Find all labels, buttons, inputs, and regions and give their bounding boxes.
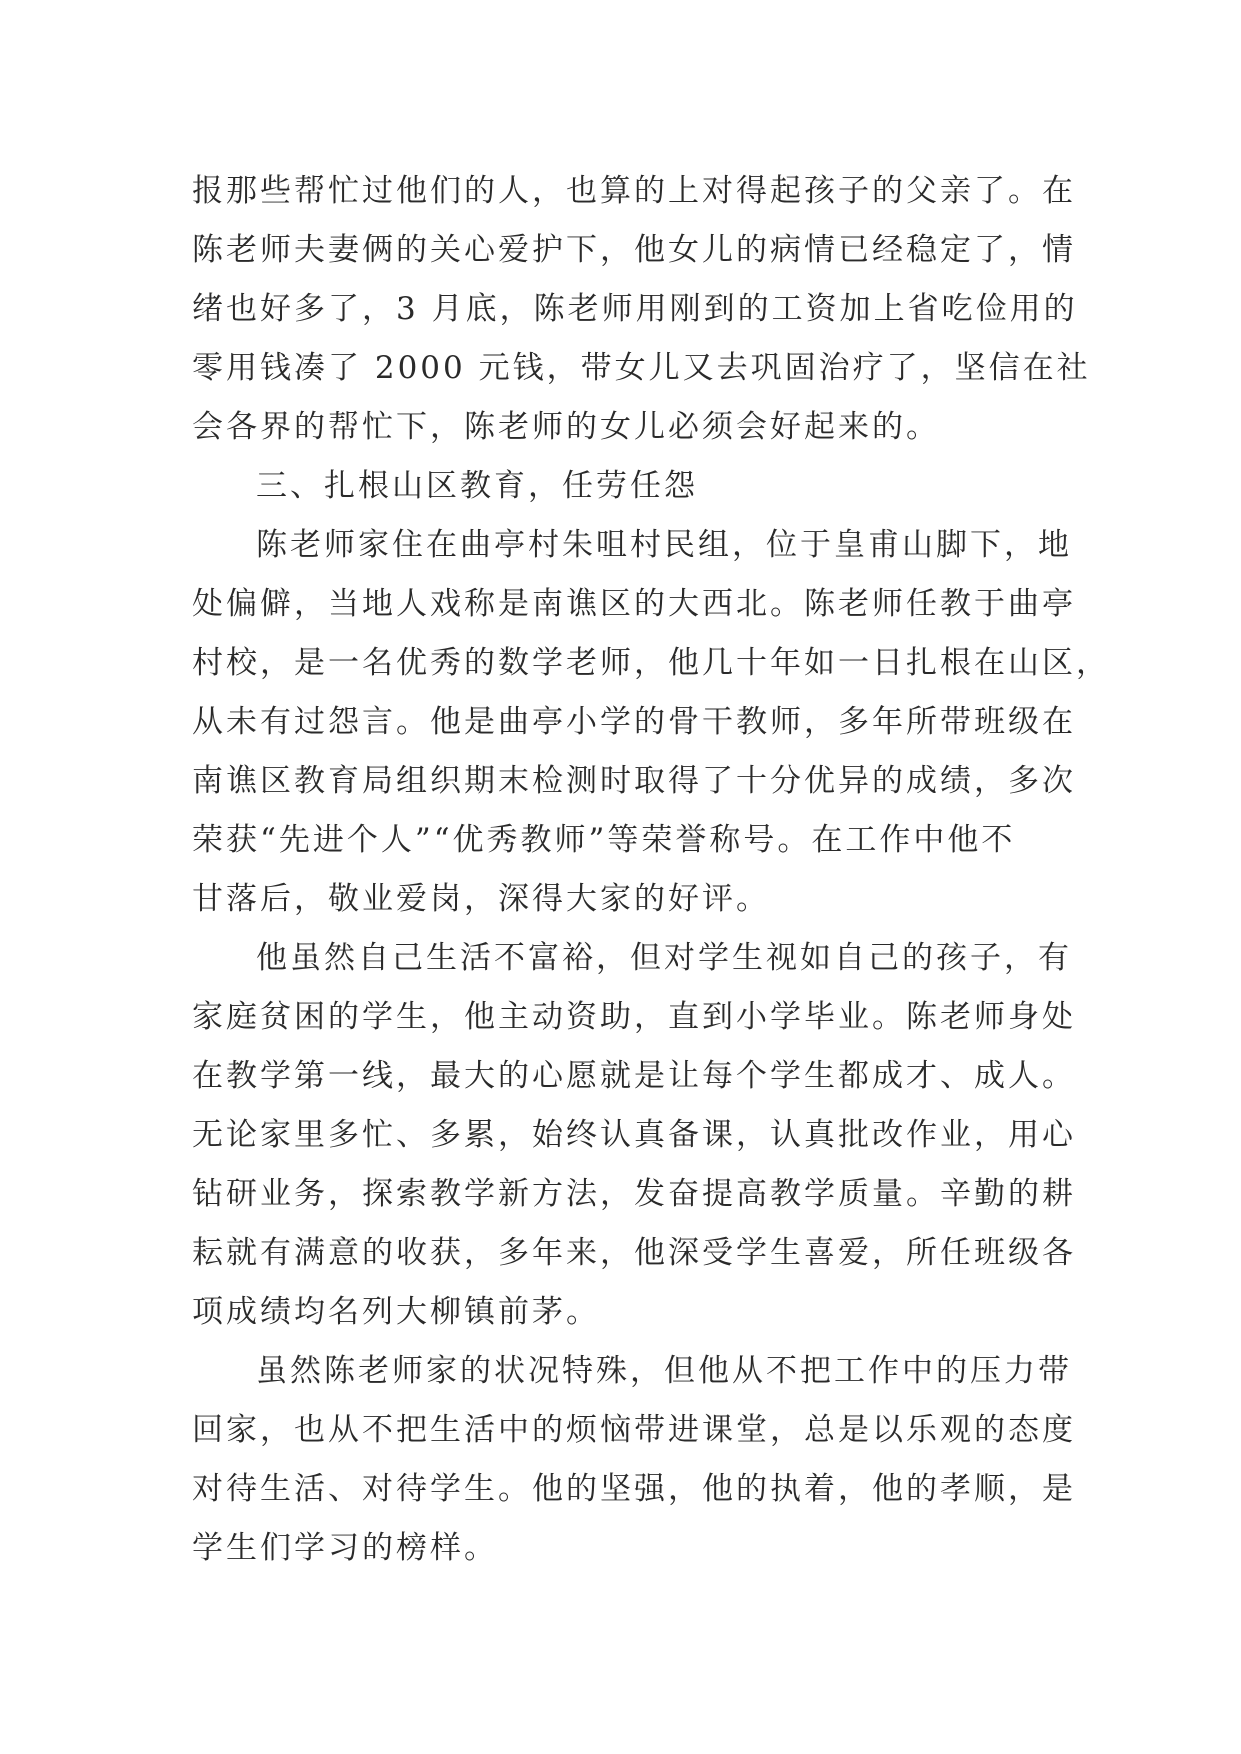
text-line: 荣获“先进个人”“优秀教师”等荣誉称号。在工作中他不 xyxy=(192,822,1016,858)
text-line: 会各界的帮忙下，陈老师的女儿必须会好起来的。 xyxy=(192,409,940,445)
text-line: 甘落后，敬业爱岗，深得大家的好评。 xyxy=(192,881,770,917)
text-line: 报那些帮忙过他们的人，也算的上对得起孩子的父亲了。在 xyxy=(192,173,1076,209)
paragraph-first-line: 他虽然自己生活不富裕，但对学生视如自己的孩子，有 xyxy=(256,940,1072,976)
text-line: 在教学第一线，最大的心愿就是让每个学生都成才、成人。 xyxy=(192,1058,1076,1094)
paragraph-first-line: 虽然陈老师家的状况特殊，但他从不把工作中的压力带 xyxy=(256,1353,1072,1389)
paragraph-first-line: 陈老师家住在曲亭村朱咀村民组，位于皇甫山脚下，地 xyxy=(256,527,1072,563)
text-line: 陈老师夫妻俩的关心爱护下，他女儿的病情已经稳定了，情 xyxy=(192,232,1076,268)
text-line: 南谯区教育局组织期末检测时取得了十分优异的成绩，多次 xyxy=(192,763,1076,799)
text-line: 处偏僻，当地人戏称是南谯区的大西北。陈老师任教于曲亭 xyxy=(192,586,1076,622)
text-line: 耘就有满意的收获，多年来，他深受学生喜爱，所任班级各 xyxy=(192,1235,1076,1271)
text-line: 家庭贫困的学生，他主动资助，直到小学毕业。陈老师身处 xyxy=(192,999,1076,1035)
text-line: 零用钱凑了 2000 元钱，带女儿又去巩固治疗了，坚信在社 xyxy=(192,350,1091,386)
text-line: 村校，是一名优秀的数学老师，他几十年如一日扎根在山区， xyxy=(192,645,1110,681)
text-line: 学生们学习的榜样。 xyxy=(192,1530,498,1566)
text-line: 对待生活、对待学生。他的坚强，他的执着，他的孝顺，是 xyxy=(192,1471,1076,1507)
text-line: 项成绩均名列大柳镇前茅。 xyxy=(192,1294,600,1330)
text-line: 钻研业务，探索教学新方法，发奋提高教学质量。辛勤的耕 xyxy=(192,1176,1076,1212)
text-line: 从未有过怨言。他是曲亭小学的骨干教师，多年所带班级在 xyxy=(192,704,1076,740)
text-line: 无论家里多忙、多累，始终认真备课，认真批改作业，用心 xyxy=(192,1117,1076,1153)
document-body xyxy=(192,162,1110,1578)
text-line: 回家，也从不把生活中的烦恼带进课堂，总是以乐观的态度 xyxy=(192,1412,1076,1448)
section-heading: 三、扎根山区教育，任劳任怨 xyxy=(256,468,698,504)
text-line: 绪也好多了，3 月底，陈老师用刚到的工资加上省吃俭用的 xyxy=(192,291,1078,327)
